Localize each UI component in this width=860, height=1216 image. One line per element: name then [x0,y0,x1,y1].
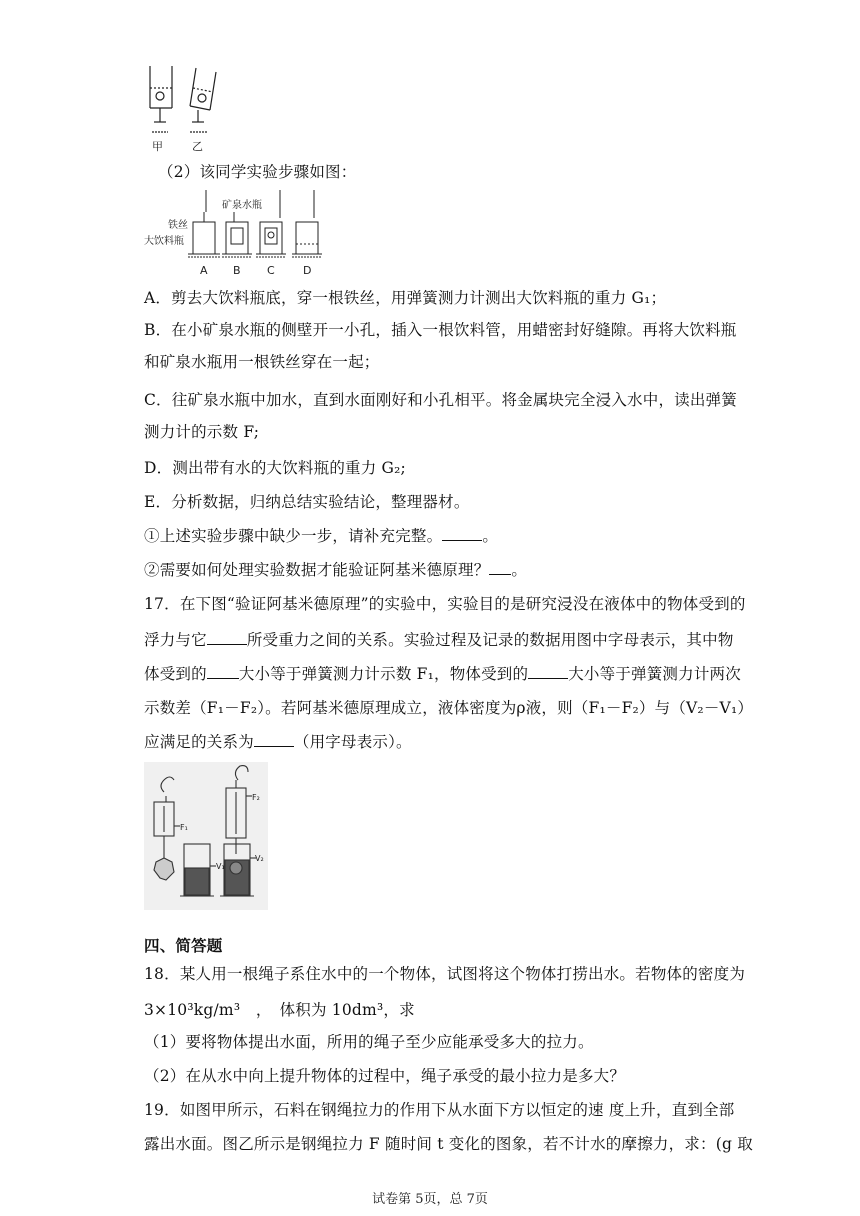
q17-text: 所受重力之间的关系。实验过程及记录的数据用图中字母表示，其中物 [246,631,734,649]
label-d: D [303,264,312,277]
q17-text: 浮力与它 [144,631,207,649]
step-e: E．分析数据，归纳总结实验结论，整理器材。 [144,493,470,511]
label-jia: 甲 [152,140,163,153]
q19-line2: 露出水面。图乙所示是钢绳拉力 F 随时间 t 变化的图象，若不计水的摩擦力，求：(g 取 [144,1135,753,1153]
label-yi: 乙 [192,140,203,153]
q18-part2: （2）在从水中向上提升物体的过程中，绳子承受的最小拉力是多大？ [144,1067,626,1085]
q17-text: 应满足的关系为 [144,733,254,751]
label-c: C [267,264,275,277]
answer-blank[interactable] [207,630,247,645]
sub-question-1-text: ①上述实验步骤中缺少一步，请补充完整。 [144,527,443,545]
section-heading: 四、简答题 [144,936,223,955]
apparatus-a [188,190,220,257]
q17-text: 大小等于弹簧测力计两次 [568,665,741,683]
label-a: A [200,264,208,277]
answer-blank[interactable] [207,664,239,679]
sub-question-1 [144,524,498,546]
q17-line2 [144,628,734,650]
q18-line2: 3×10³kg/m³ ， 体积为 10dm³，求 [144,1001,415,1019]
sub-question-2 [144,558,527,580]
step-b-line1: B．在小矿泉水瓶的侧壁开一小孔，插入一根饮料管，用蜡密封好缝隙。再将大饮料瓶 [144,321,737,339]
q17-text: 体受到的 [144,665,207,683]
punct: 。 [482,527,499,545]
label-b: B [233,264,241,277]
q18-line1: 18．某人用一根绳子系住水中的一个物体，试图将这个物体打捞出水。若物体的密度为 [144,965,746,983]
q17-line3 [144,662,741,684]
figure-archimedes [144,762,268,910]
sub-question-2-text: ②需要如何处理实验数据才能验证阿基米德原理？ [144,561,490,579]
figure-steps-abcd [144,188,344,280]
step-b-line2: 和矿泉水瓶用一根铁丝穿在一起； [144,353,380,371]
figure-jia-yi [138,64,228,156]
apparatus-b [222,212,252,257]
punct: 。 [511,561,528,579]
label-mineral-bottle: 矿泉水瓶 [222,200,262,211]
answer-blank[interactable] [254,732,294,747]
q18-part1: （1）要将物体提出水面，所用的绳子至少应能承受多大的拉力。 [144,1033,594,1051]
q17-line5 [144,730,412,752]
label-v2: V₂ [255,854,264,863]
q17-line1: 17．在下图“验证阿基米德原理”的实验中，实验目的是研究浸没在液体中的物体受到的 [144,595,746,613]
page-footer: 试卷第 5页，总 7页 [372,1192,488,1207]
q17-text: 大小等于弹簧测力计示数 F₁，物体受到的 [238,665,529,683]
label-f1: F₁ [180,823,188,832]
q19-line1: 19．如图甲所示，石料在钢绳拉力的作用下从水面下方以恒定的速 度上升，直到全部 [144,1101,735,1119]
step-c-line1: C．往矿泉水瓶中加水，直到水面刚好和小孔相平。将金属块完全浸入水中，读出弹簧 [144,391,737,409]
q17-line4: 示数差（F₁－F₂）。若阿基米德原理成立，液体密度为ρ液，则（F₁－F₂）与（V₂－V₁） [144,699,754,717]
container-jia [150,66,172,132]
step-a: A．剪去大饮料瓶底，穿一根铁丝，用弹簧测力计测出大饮料瓶的重力 G₁； [144,289,667,307]
label-iron-wire: 铁丝 [168,220,188,231]
q17-text: （用字母表示）。 [293,733,412,751]
step-d: D．测出带有水的大饮料瓶的重力 G₂; [144,459,406,477]
apparatus-d [292,190,322,257]
q16-part2-intro: （2）该同学实验步骤如图： [158,163,357,181]
label-big-bottle: 大饮料瓶 [144,236,184,247]
label-v1: V₁ [216,862,225,871]
label-f2: F₂ [252,793,260,802]
container-yi [190,68,216,132]
answer-blank[interactable] [528,664,568,679]
answer-blank[interactable] [489,560,511,575]
step-c-line2: 测力计的示数 F; [144,423,260,441]
answer-blank[interactable] [442,526,482,541]
